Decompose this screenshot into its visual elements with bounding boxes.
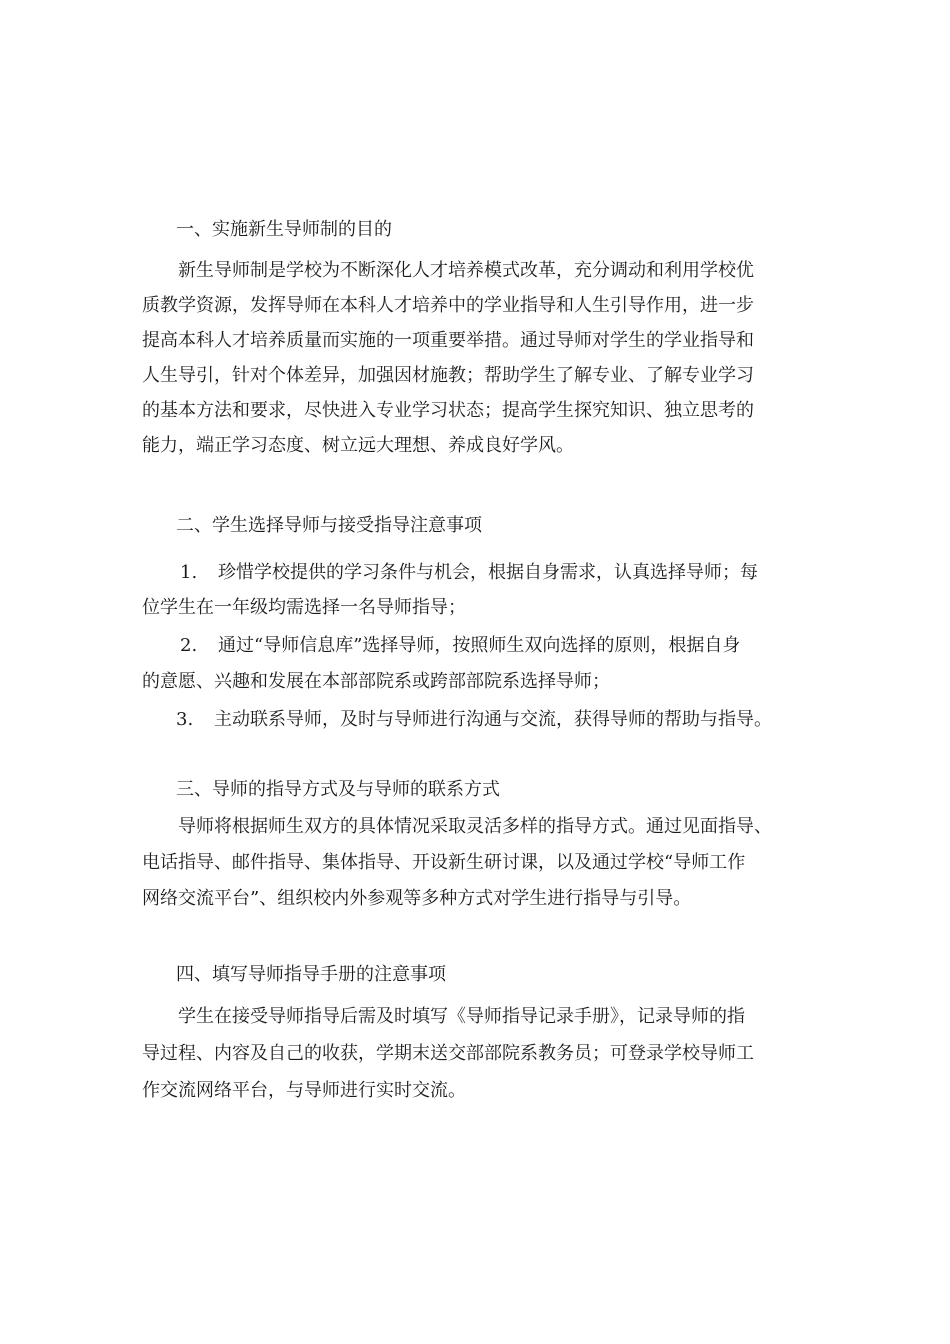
- paragraph-line: 人生导引，针对个体差异，加强因材施教；帮助学生了解专业、了解专业学习: [142, 365, 754, 386]
- list-item-text: 主动联系导师，及时与导师进行沟通与交流，获得导师的帮助与指导。: [214, 709, 772, 730]
- paragraph-line: 的基本方法和要求，尽快进入专业学习状态；提高学生探究知识、独立思考的: [142, 400, 754, 421]
- paragraph-line: 导师将根据师生双方的具体情况采取灵活多样的指导方式。通过见面指导、: [178, 816, 772, 837]
- list-item-first-line: [176, 708, 772, 732]
- paragraph-line: 新生导师制是学校为不断深化人才培养模式改革，充分调动和利用学校优: [178, 260, 754, 281]
- list-item-continuation: 的意愿、兴趣和发展在本部部院系或跨部部院系选择导师；: [142, 671, 610, 692]
- paragraph-line: 学生在接受导师指导后需及时填写《导师指导记录手册》，记录导师的指: [178, 1006, 745, 1027]
- list-item-continuation: 位学生在一年级均需选择一名导师指导；: [142, 597, 466, 618]
- section-heading: 三、导师的指导方式及与导师的联系方式: [176, 779, 500, 800]
- section-heading: 二、学生选择导师与接受指导注意事项: [176, 515, 482, 536]
- paragraph-line: 网络交流平台”、组织校内外参观等多种方式对学生进行指导与引导。: [142, 888, 692, 909]
- section-heading: 四、填写导师指导手册的注意事项: [176, 964, 446, 985]
- section-heading: 一、实施新生导师制的目的: [176, 219, 392, 240]
- paragraph-line: 电话指导、邮件指导、集体指导、开设新生研讨课，以及通过学校“导师工作: [142, 852, 746, 873]
- list-item-text: 珍惜学校提供的学习条件与机会，根据自身需求，认真选择导师；每: [218, 562, 758, 583]
- paragraph-line: 提高本科人才培养质量而实施的一项重要举措。通过导师对学生的学业指导和: [142, 330, 754, 351]
- paragraph-line: 质教学资源，发挥导师在本科人才培养中的学业指导和人生引导作用，进一步: [142, 295, 754, 316]
- list-item-first-line: [180, 561, 758, 585]
- list-item-number: 2.: [180, 635, 198, 656]
- list-item-number: 1.: [180, 562, 198, 583]
- paragraph-line: 导过程、内容及自己的收获，学期末送交部部院系教务员；可登录学校导师工: [142, 1043, 754, 1064]
- list-item-text: 通过“导师信息库”选择导师，按照师生双向选择的原则，根据自身: [218, 635, 741, 656]
- list-item-number: 3.: [176, 709, 194, 730]
- list-item-first-line: [180, 634, 740, 658]
- paragraph-line: 作交流网络平台，与导师进行实时交流。: [142, 1080, 466, 1101]
- paragraph-line: 能力，端正学习态度、树立远大理想、养成良好学风。: [142, 435, 574, 456]
